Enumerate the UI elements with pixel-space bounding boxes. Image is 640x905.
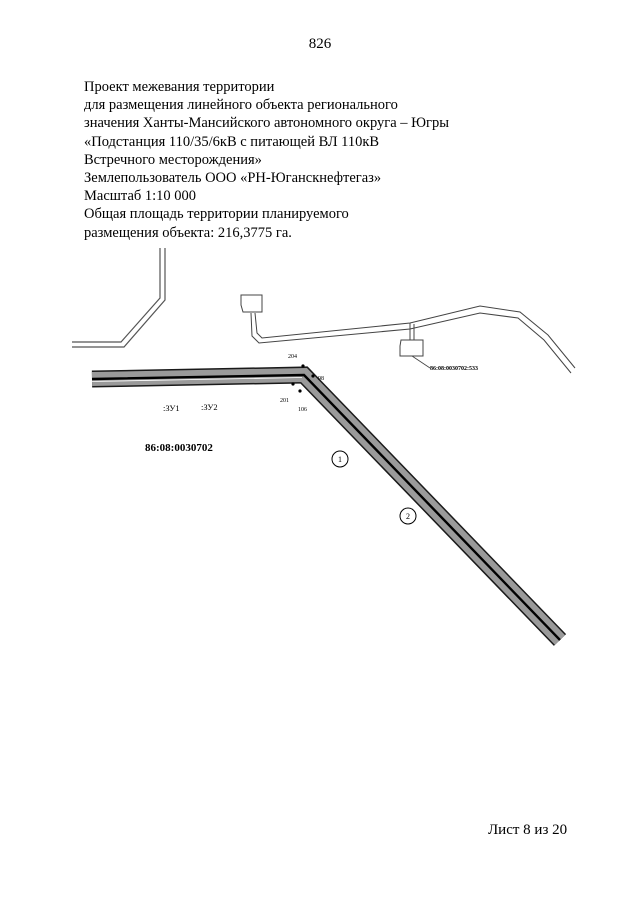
header-line-title: Проект межевания территории: [84, 79, 275, 95]
header-line-field: Встречного месторождения»: [84, 151, 262, 168]
point-label-204: 204: [288, 354, 297, 360]
header-line-area-value: размещения объекта: 216,3775 га.: [84, 224, 292, 241]
neighbor-parcel-number: 86:08:0030702:533: [430, 366, 478, 372]
marker-2: [400, 508, 416, 524]
corner-point-98: [311, 374, 314, 377]
land-plot-label-zu2: :ЗУ2: [201, 402, 218, 412]
point-label-106: 106: [298, 407, 307, 413]
boundary-line-northwest: [72, 248, 165, 347]
header-line-region: значения Ханты-Мансийского автономного округа – Югры: [84, 115, 449, 132]
linear-object-corridor: [92, 375, 560, 640]
marker-1-label: 1: [338, 455, 342, 464]
corner-point-201: [291, 382, 294, 385]
header-line-purpose: для размещения линейного объекта регионального: [84, 97, 398, 114]
small-structure-right: [400, 340, 423, 356]
marker-2-label: 2: [406, 512, 410, 521]
land-plot-label-zu1: :ЗУ1: [163, 403, 180, 413]
marker-1: [332, 451, 348, 467]
leader-line-533: [412, 356, 430, 368]
header-line-area-title: Общая площадь территории планируемого: [84, 206, 349, 223]
corner-point-106: [298, 389, 301, 392]
sheet-number: Лист 8 из 20: [488, 822, 568, 838]
page-number: 826: [308, 36, 332, 52]
header-line-scale: Масштаб 1:10 000: [84, 188, 197, 205]
header-line-land-user: Землепользователь ООО «РН-Юганскнефтегаз»: [84, 170, 382, 187]
point-label-98: 98: [318, 376, 324, 382]
small-structure-left: [241, 295, 262, 312]
header-line-object: «Подстанция 110/35/6кВ с питающей ВЛ 110кВ: [84, 133, 380, 150]
corner-point-204: [301, 364, 304, 367]
cadastral-block-number: 86:08:0030702: [145, 442, 213, 454]
point-label-201: 201: [280, 398, 289, 404]
